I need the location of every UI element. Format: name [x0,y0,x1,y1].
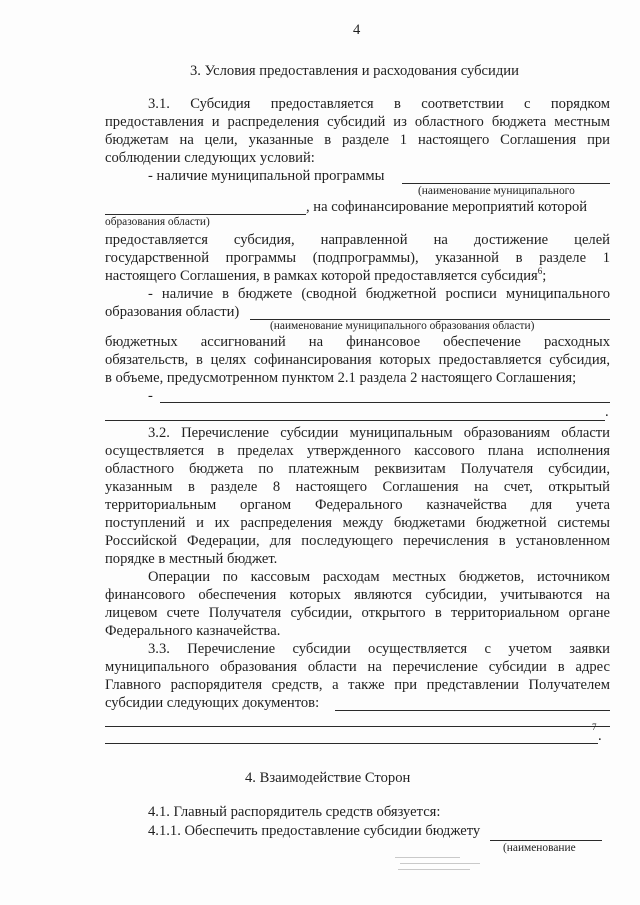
p411: 4.1.1. Обеспечить предоставление субсидии бюджету [148,823,481,839]
p32-line-5: территориальным органом Федерального казначейства для учета [105,497,610,513]
p31-line-2: предоставления и распределения субсидий из областного бюджета местным [105,114,610,130]
p32-line-7: Российской Федерации, для последующего перечисления в установленном [105,533,610,549]
page-number: 4 [353,22,361,38]
cond3-blank-line-1 [160,402,610,403]
p33-line-1: 3.3. Перечисление субсидии осуществляется с учетом заявки [148,641,610,657]
cond2-line-4: обязательств, в целях софинансирования которых предоставляется субсидия, [105,352,610,368]
municipality-name-blank [105,214,306,215]
p32-line-8: порядке в местный бюджет. [105,551,278,567]
section-3-heading: 3. Условия предоставления и расходования субсидии [190,63,519,79]
cond2-caption: (наименование муниципального образования области) [270,320,535,332]
cond1-continuation: , на софинансирование мероприятий которой [306,199,588,215]
p411-caption: (наименование [503,842,576,854]
cond1-text: - наличие муниципальной программы [148,168,385,184]
documents-blank-2 [105,726,610,727]
ops-line-1: Операции по кассовым расходам местных бюджетов, источником [148,569,610,585]
p41: 4.1. Главный распорядитель средств обязуется: [148,804,441,820]
cond1-line-1: предоставляется субсидия, направленной на достижение целей [105,232,610,248]
cond1-caption: (наименование муниципального [418,185,575,197]
footnote-6-marker: 6 [537,266,543,277]
ops-line-2: финансового обеспечения которых являются субсидии, учитываются на [105,587,610,603]
cond3-dash: - [148,388,153,404]
p33-line-2: муниципального образования области на перечисление субсидии в адрес [105,659,610,675]
p31-line-3: бюджетам на цели, указанные в разделе 1 настоящего Соглашения при [105,132,610,148]
cond1-line-2: государственной программы (подпрограммы), указанной в разделе 1 [105,250,610,266]
p32-line-1: 3.2. Перечисление субсидии муниципальным образованиям области [148,425,610,441]
cond3-period: . [605,404,609,420]
footnote-7-marker: 7 [592,722,597,732]
p31-line-4: соблюдении следующих условий: [105,150,315,166]
p32-line-3: областного бюджета по платежным реквизитам Получателя субсидии, [105,461,610,477]
section-4-heading: 4. Взаимодействие Сторон [245,770,411,786]
cond2-line-2: образования области) [105,304,240,320]
p31-line-1: 3.1. Субсидия предоставляется в соответствии с порядком [148,96,610,112]
cond1-line-3: настоящего Соглашения, в рамках которой предоставляется субсидия [105,268,538,284]
p32-line-4: указанным в разделе 8 настоящего Соглашения на счет, открытый [105,479,610,495]
budget-name-blank [490,840,602,841]
ops-line-3: лицевом счете Получателя субсидии, открытого в территориальном органе [105,605,610,621]
cond2-line-3: бюджетных ассигнований на финансовое обеспечение расходных [105,334,610,350]
cond1-semicolon: ; [542,268,547,284]
municipal-program-blank [402,183,610,184]
p33-line-4: субсидии следующих документов: [105,695,320,711]
p32-line-6: поступлений и их распределения между бюджетами бюджетной системы [105,515,610,531]
p32-line-2: осуществляется в пределах утвержденного кассового плана исполнения [105,443,610,459]
cond3-blank-line-2 [105,420,605,421]
documents-blank-3 [105,743,598,744]
cond2-line-5: в объеме, предусмотренном пунктом 2.1 раздела 2 настоящего Соглашения; [105,370,577,386]
ops-line-4: Федерального казначейства. [105,623,281,639]
cond1-caption-2: образования области) [105,216,210,228]
documents-blank-1 [335,710,610,711]
documents-period: . [598,728,602,744]
cond2-line-1: - наличие в бюджете (сводной бюджетной росписи муниципального [148,286,610,302]
p33-line-3: Главного распорядителя средств, а также при представлении Получателем [105,677,610,693]
